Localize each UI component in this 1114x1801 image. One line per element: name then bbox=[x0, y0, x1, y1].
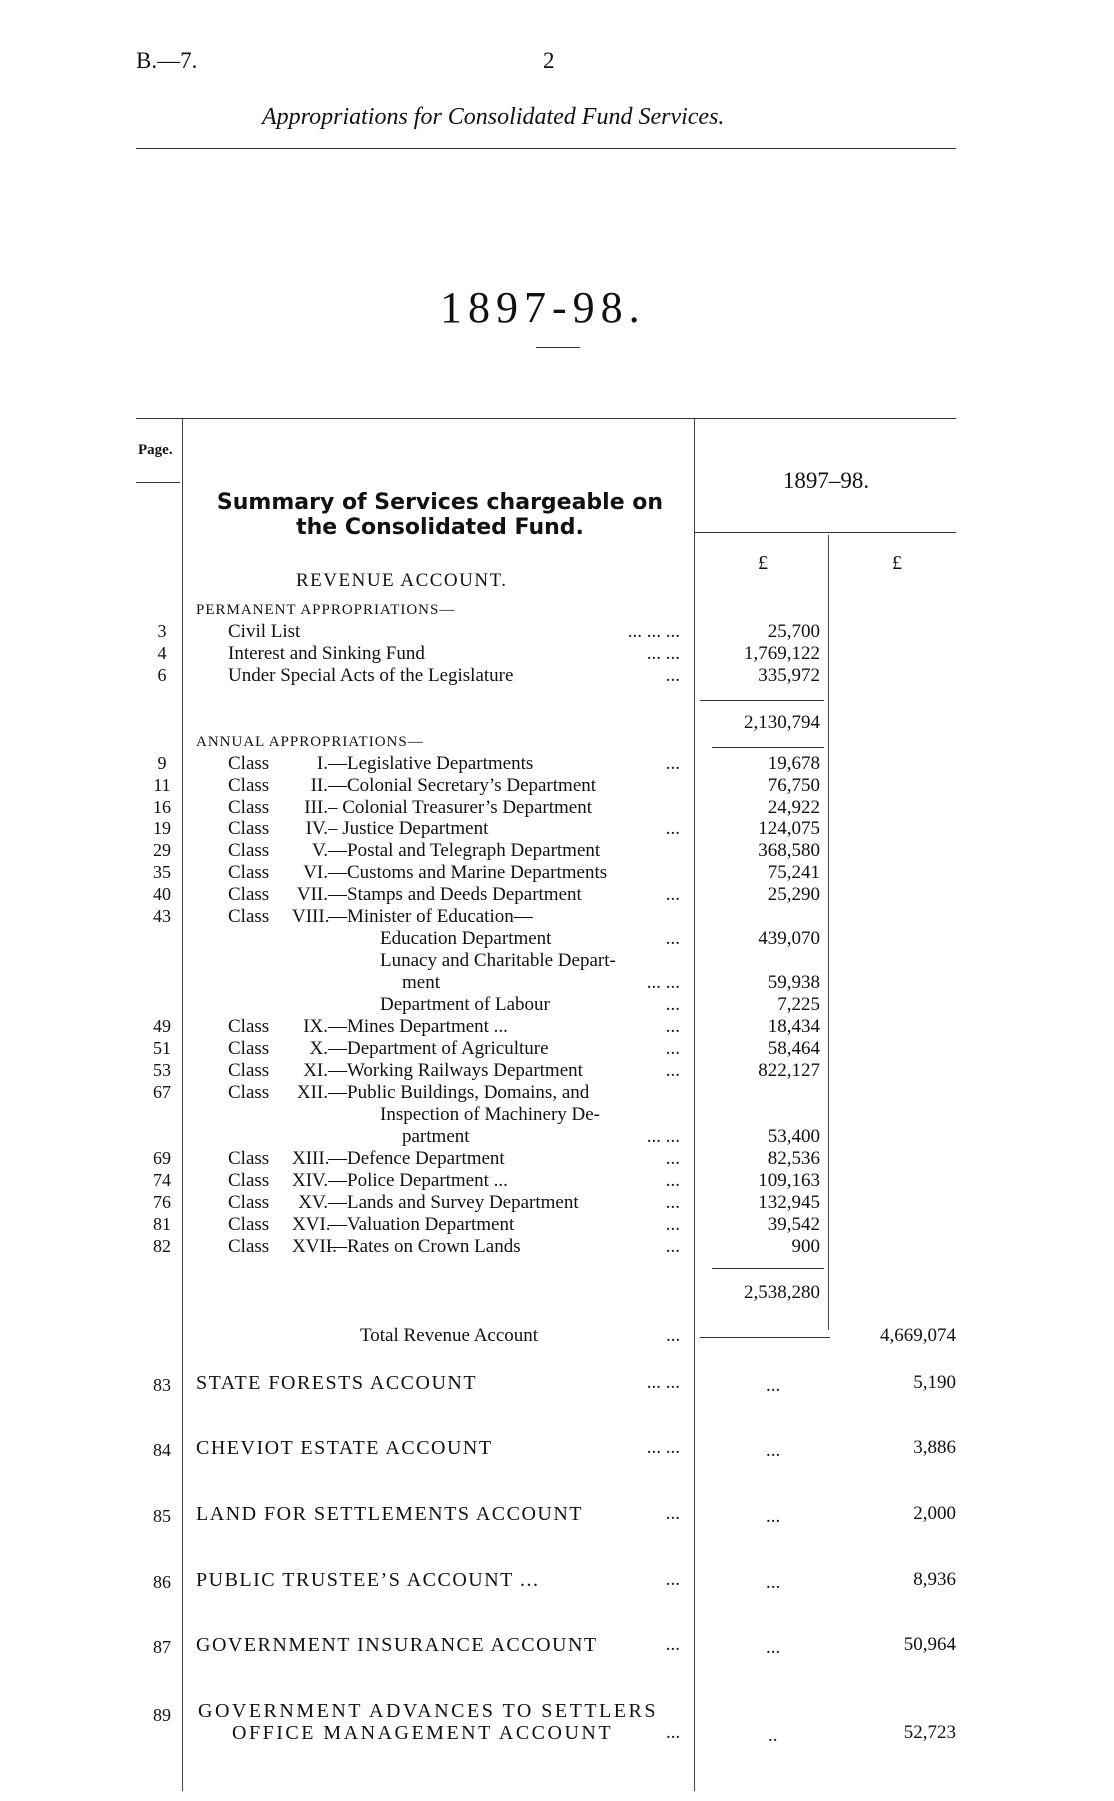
account-leader-dots: ... ... bbox=[646, 1437, 680, 1458]
row-amount: 76,750 bbox=[767, 775, 820, 796]
account-leader-dots: ... bbox=[665, 1503, 680, 1524]
row-class-word: Class bbox=[228, 1170, 270, 1191]
account-amount: 50,964 bbox=[903, 1634, 956, 1655]
row-class-word: Class bbox=[228, 840, 270, 861]
row-amount: 19,678 bbox=[767, 753, 820, 774]
year-column-label: 1897–98. bbox=[782, 468, 870, 493]
account-page-number: 84 bbox=[153, 1440, 171, 1460]
row-label: – Justice Department bbox=[328, 818, 489, 839]
row-sub-label: Inspection of Machinery De- bbox=[380, 1104, 601, 1125]
account-amount: 3,886 bbox=[913, 1437, 956, 1458]
row-amount: 368,580 bbox=[758, 840, 820, 861]
account-label: GOVERNMENT INSURANCE ACCOUNT bbox=[196, 1634, 598, 1656]
row-class-number: XVI. bbox=[292, 1214, 331, 1235]
row-class-number: VI. bbox=[303, 862, 328, 883]
annual-subtotal-rule bbox=[712, 1268, 824, 1269]
row-amount: 822,127 bbox=[758, 1060, 820, 1081]
row-page-number: 35 bbox=[153, 862, 171, 882]
account-mid-dots: ... bbox=[766, 1440, 781, 1461]
total-revenue-dots: ... bbox=[666, 1325, 681, 1346]
row-page-number: 51 bbox=[153, 1038, 171, 1058]
row-page-number: 29 bbox=[153, 840, 171, 860]
row-sub-label: Lunacy and Charitable Depart- bbox=[380, 950, 616, 971]
row-amount: 132,945 bbox=[758, 1192, 820, 1213]
page-column-divider bbox=[182, 419, 183, 1791]
row-class-number: VIII. bbox=[292, 906, 330, 927]
row-class-word: Class bbox=[228, 775, 270, 796]
row-page-number: 9 bbox=[157, 753, 167, 773]
row-label: —Police Department ... bbox=[328, 1170, 508, 1191]
row-page-number: 76 bbox=[153, 1192, 171, 1212]
permanent-subtotal: 2,130,794 bbox=[744, 712, 820, 733]
row-leader-dots: ... bbox=[665, 1060, 680, 1081]
subamount-column-divider bbox=[828, 535, 829, 1330]
row-leader-dots: ... bbox=[665, 753, 680, 774]
row-label: —Customs and Marine Departments bbox=[328, 862, 608, 883]
account-label: STATE FORESTS ACCOUNT bbox=[196, 1372, 478, 1394]
row-amount: 18,434 bbox=[767, 1016, 820, 1037]
row-class-word: Class bbox=[228, 1192, 270, 1213]
table-top-rule bbox=[136, 418, 956, 419]
row-leader-dots: ... bbox=[665, 1016, 680, 1037]
amount-column-divider bbox=[694, 419, 695, 1791]
page-header-rule bbox=[136, 482, 180, 483]
row-amount: 59,938 bbox=[767, 972, 820, 993]
row-label: —Minister of Education— bbox=[328, 906, 533, 927]
year-title: 1897-98. bbox=[440, 283, 646, 332]
row-class-number: X. bbox=[309, 1038, 328, 1059]
account-mid-dots: ... bbox=[766, 1572, 781, 1593]
row-leader-dots: ... bbox=[665, 665, 680, 686]
row-leader-dots: ... ... ... bbox=[627, 621, 680, 642]
account-page-number: 87 bbox=[153, 1637, 171, 1657]
row-class-number: I. bbox=[316, 753, 328, 774]
row-class-word: Class bbox=[228, 1016, 270, 1037]
row-leader-dots: ... ... bbox=[646, 972, 680, 993]
row-amount: 109,163 bbox=[758, 1170, 820, 1191]
row-amount: 1,769,122 bbox=[744, 643, 820, 664]
row-page-number: 19 bbox=[153, 818, 171, 838]
total-revenue-label: Total Revenue Account bbox=[360, 1325, 539, 1346]
row-label: —Working Railways Department bbox=[328, 1060, 583, 1081]
row-class-word: Class bbox=[228, 1148, 270, 1169]
row-page-number: 67 bbox=[153, 1082, 171, 1102]
account-page-89: 89 bbox=[153, 1705, 171, 1725]
row-label: —Postal and Telegraph Department bbox=[328, 840, 601, 861]
row-label: – Colonial Treasurer’s Department bbox=[328, 797, 593, 818]
row-class-number: V. bbox=[311, 840, 328, 861]
row-page-number: 82 bbox=[153, 1236, 171, 1256]
last-account-line1: GOVERNMENT ADVANCES TO SETTLERS bbox=[198, 1700, 658, 1722]
account-label: PUBLIC TRUSTEE’S ACCOUNT ... bbox=[196, 1569, 540, 1591]
account-mid-dots: ... bbox=[766, 1375, 781, 1396]
account-label: LAND FOR SETTLEMENTS ACCOUNT bbox=[196, 1503, 584, 1525]
account-mid-dots: ... bbox=[766, 1506, 781, 1527]
summary-title-line2: the Consolidated Fund. bbox=[296, 515, 584, 540]
row-class-word: Class bbox=[228, 818, 270, 839]
row-class-word: Class bbox=[228, 884, 270, 905]
row-leader-dots: ... bbox=[665, 884, 680, 905]
row-leader-dots: ... bbox=[665, 1192, 680, 1213]
account-label: CHEVIOT ESTATE ACCOUNT bbox=[196, 1437, 493, 1459]
header-rule bbox=[136, 148, 956, 149]
row-page-number: 11 bbox=[153, 775, 171, 795]
row-class-word: Class bbox=[228, 1236, 270, 1257]
row-page-number: 49 bbox=[153, 1016, 171, 1036]
row-amount: 335,972 bbox=[758, 665, 820, 686]
summary-title-line1: Summary of Services chargeable on bbox=[216, 490, 664, 515]
row-label: —Lands and Survey Department bbox=[328, 1192, 579, 1213]
row-page-number: 3 bbox=[157, 621, 167, 641]
account-amount: 2,000 bbox=[913, 1503, 956, 1524]
account-leader-dots: ... ... bbox=[646, 1372, 680, 1393]
last-account-line2: OFFICE MANAGEMENT ACCOUNT bbox=[232, 1722, 614, 1744]
row-class-number: II. bbox=[310, 775, 328, 796]
last-account-dots: ... bbox=[666, 1722, 681, 1743]
account-page-number: 85 bbox=[153, 1506, 171, 1526]
account-page-number: 83 bbox=[153, 1375, 171, 1395]
row-label: —Stamps and Deeds Department bbox=[328, 884, 582, 905]
revenue-account-heading: REVENUE ACCOUNT. bbox=[296, 570, 508, 591]
row-sub-label: ment bbox=[402, 972, 440, 993]
permanent-appropriations-heading: PERMANENT APPROPRIATIONS— bbox=[196, 602, 456, 618]
row-label: —Defence Department bbox=[328, 1148, 505, 1169]
annual-subtotal: 2,538,280 bbox=[744, 1282, 820, 1303]
row-class-word: Class bbox=[228, 797, 270, 818]
row-leader-dots: ... ... bbox=[646, 1126, 680, 1147]
row-label: Interest and Sinking Fund bbox=[228, 643, 425, 664]
row-page-number: 43 bbox=[153, 906, 171, 926]
row-class-word: Class bbox=[228, 906, 270, 927]
row-label: Under Special Acts of the Legislature bbox=[228, 665, 514, 686]
row-class-number: XVII. bbox=[292, 1236, 337, 1257]
row-label: —Public Buildings, Domains, and bbox=[328, 1082, 590, 1103]
row-leader-dots: ... bbox=[665, 1214, 680, 1235]
row-leader-dots: ... ... bbox=[646, 643, 680, 664]
row-class-word: Class bbox=[228, 1038, 270, 1059]
row-label: —Legislative Departments bbox=[328, 753, 534, 774]
row-label: —Valuation Department bbox=[328, 1214, 515, 1235]
row-amount: 24,922 bbox=[767, 797, 820, 818]
row-leader-dots: ... bbox=[665, 1170, 680, 1191]
row-class-word: Class bbox=[228, 862, 270, 883]
account-page-number: 86 bbox=[153, 1572, 171, 1592]
row-class-number: XII. bbox=[296, 1082, 328, 1103]
row-page-number: 4 bbox=[157, 643, 167, 663]
total-revenue-rule bbox=[700, 1337, 830, 1338]
row-class-word: Class bbox=[228, 1214, 270, 1235]
account-leader-dots: ... bbox=[665, 1634, 680, 1655]
row-amount: 82,536 bbox=[767, 1148, 820, 1169]
row-leader-dots: ... bbox=[665, 1148, 680, 1169]
row-class-number: IV. bbox=[305, 818, 328, 839]
row-leader-dots: ... bbox=[665, 994, 680, 1015]
row-leader-dots: ... bbox=[665, 928, 680, 949]
row-page-number: 74 bbox=[153, 1170, 171, 1190]
row-class-word: Class bbox=[228, 1082, 270, 1103]
row-sub-label: Department of Labour bbox=[380, 994, 550, 1015]
row-sub-label: Education Department bbox=[380, 928, 552, 949]
row-amount: 53,400 bbox=[767, 1126, 820, 1147]
currency-label-1: £ bbox=[758, 552, 768, 574]
row-amount: 25,700 bbox=[767, 621, 820, 642]
page-column-label: Page. bbox=[138, 442, 173, 458]
row-class-word: Class bbox=[228, 1060, 270, 1081]
row-leader-dots: ... bbox=[665, 1038, 680, 1059]
row-label: —Rates on Crown Lands bbox=[328, 1236, 521, 1257]
last-account-amount: 52,723 bbox=[903, 1722, 956, 1743]
row-label: —Colonial Secretary’s Department bbox=[328, 775, 597, 796]
row-label: —Department of Agriculture bbox=[328, 1038, 549, 1059]
last-account-mid-dots: .. bbox=[768, 1725, 778, 1746]
row-class-number: VII. bbox=[296, 884, 328, 905]
row-sub-label: partment bbox=[402, 1126, 470, 1147]
row-amount: 39,542 bbox=[767, 1214, 820, 1235]
row-class-number: XIII. bbox=[292, 1148, 330, 1169]
row-label: Civil List bbox=[228, 621, 301, 642]
row-leader-dots: ... bbox=[665, 1236, 680, 1257]
row-class-word: Class bbox=[228, 753, 270, 774]
row-page-number: 69 bbox=[153, 1148, 171, 1168]
row-class-number: XV. bbox=[298, 1192, 328, 1213]
account-leader-dots: ... bbox=[665, 1569, 680, 1590]
row-amount: 439,070 bbox=[758, 928, 820, 949]
row-page-number: 53 bbox=[153, 1060, 171, 1080]
page-subtitle: Appropriations for Consolidated Fund Services. bbox=[262, 104, 725, 130]
year-header-rule bbox=[694, 532, 956, 533]
row-class-number: IX. bbox=[303, 1016, 328, 1037]
row-amount: 58,464 bbox=[767, 1038, 820, 1059]
document-reference: B.—7. bbox=[136, 48, 198, 73]
annual-appropriations-heading: ANNUAL APPROPRIATIONS— bbox=[196, 734, 424, 750]
page-number: 2 bbox=[543, 48, 555, 73]
row-amount: 7,225 bbox=[777, 994, 820, 1015]
row-amount: 25,290 bbox=[767, 884, 820, 905]
account-amount: 8,936 bbox=[913, 1569, 956, 1590]
row-class-number: III. bbox=[304, 797, 328, 818]
account-mid-dots: ... bbox=[766, 1637, 781, 1658]
row-label: —Mines Department ... bbox=[328, 1016, 508, 1037]
total-revenue-amount: 4,669,074 bbox=[880, 1325, 956, 1346]
row-amount: 900 bbox=[791, 1236, 820, 1257]
currency-label-2: £ bbox=[892, 552, 902, 574]
row-page-number: 6 bbox=[157, 665, 167, 685]
row-amount: 124,075 bbox=[758, 818, 820, 839]
row-amount: 75,241 bbox=[767, 862, 820, 883]
row-page-number: 81 bbox=[153, 1214, 171, 1234]
permanent-subtotal-rule bbox=[700, 700, 824, 701]
account-amount: 5,190 bbox=[913, 1372, 956, 1393]
row-class-number: XI. bbox=[303, 1060, 328, 1081]
year-underline bbox=[536, 347, 580, 348]
row-page-number: 16 bbox=[153, 797, 171, 817]
row-page-number: 40 bbox=[153, 884, 171, 904]
row-class-number: XIV. bbox=[292, 1170, 329, 1191]
permanent-subtotal-under-rule bbox=[712, 747, 824, 748]
row-leader-dots: ... bbox=[665, 818, 680, 839]
